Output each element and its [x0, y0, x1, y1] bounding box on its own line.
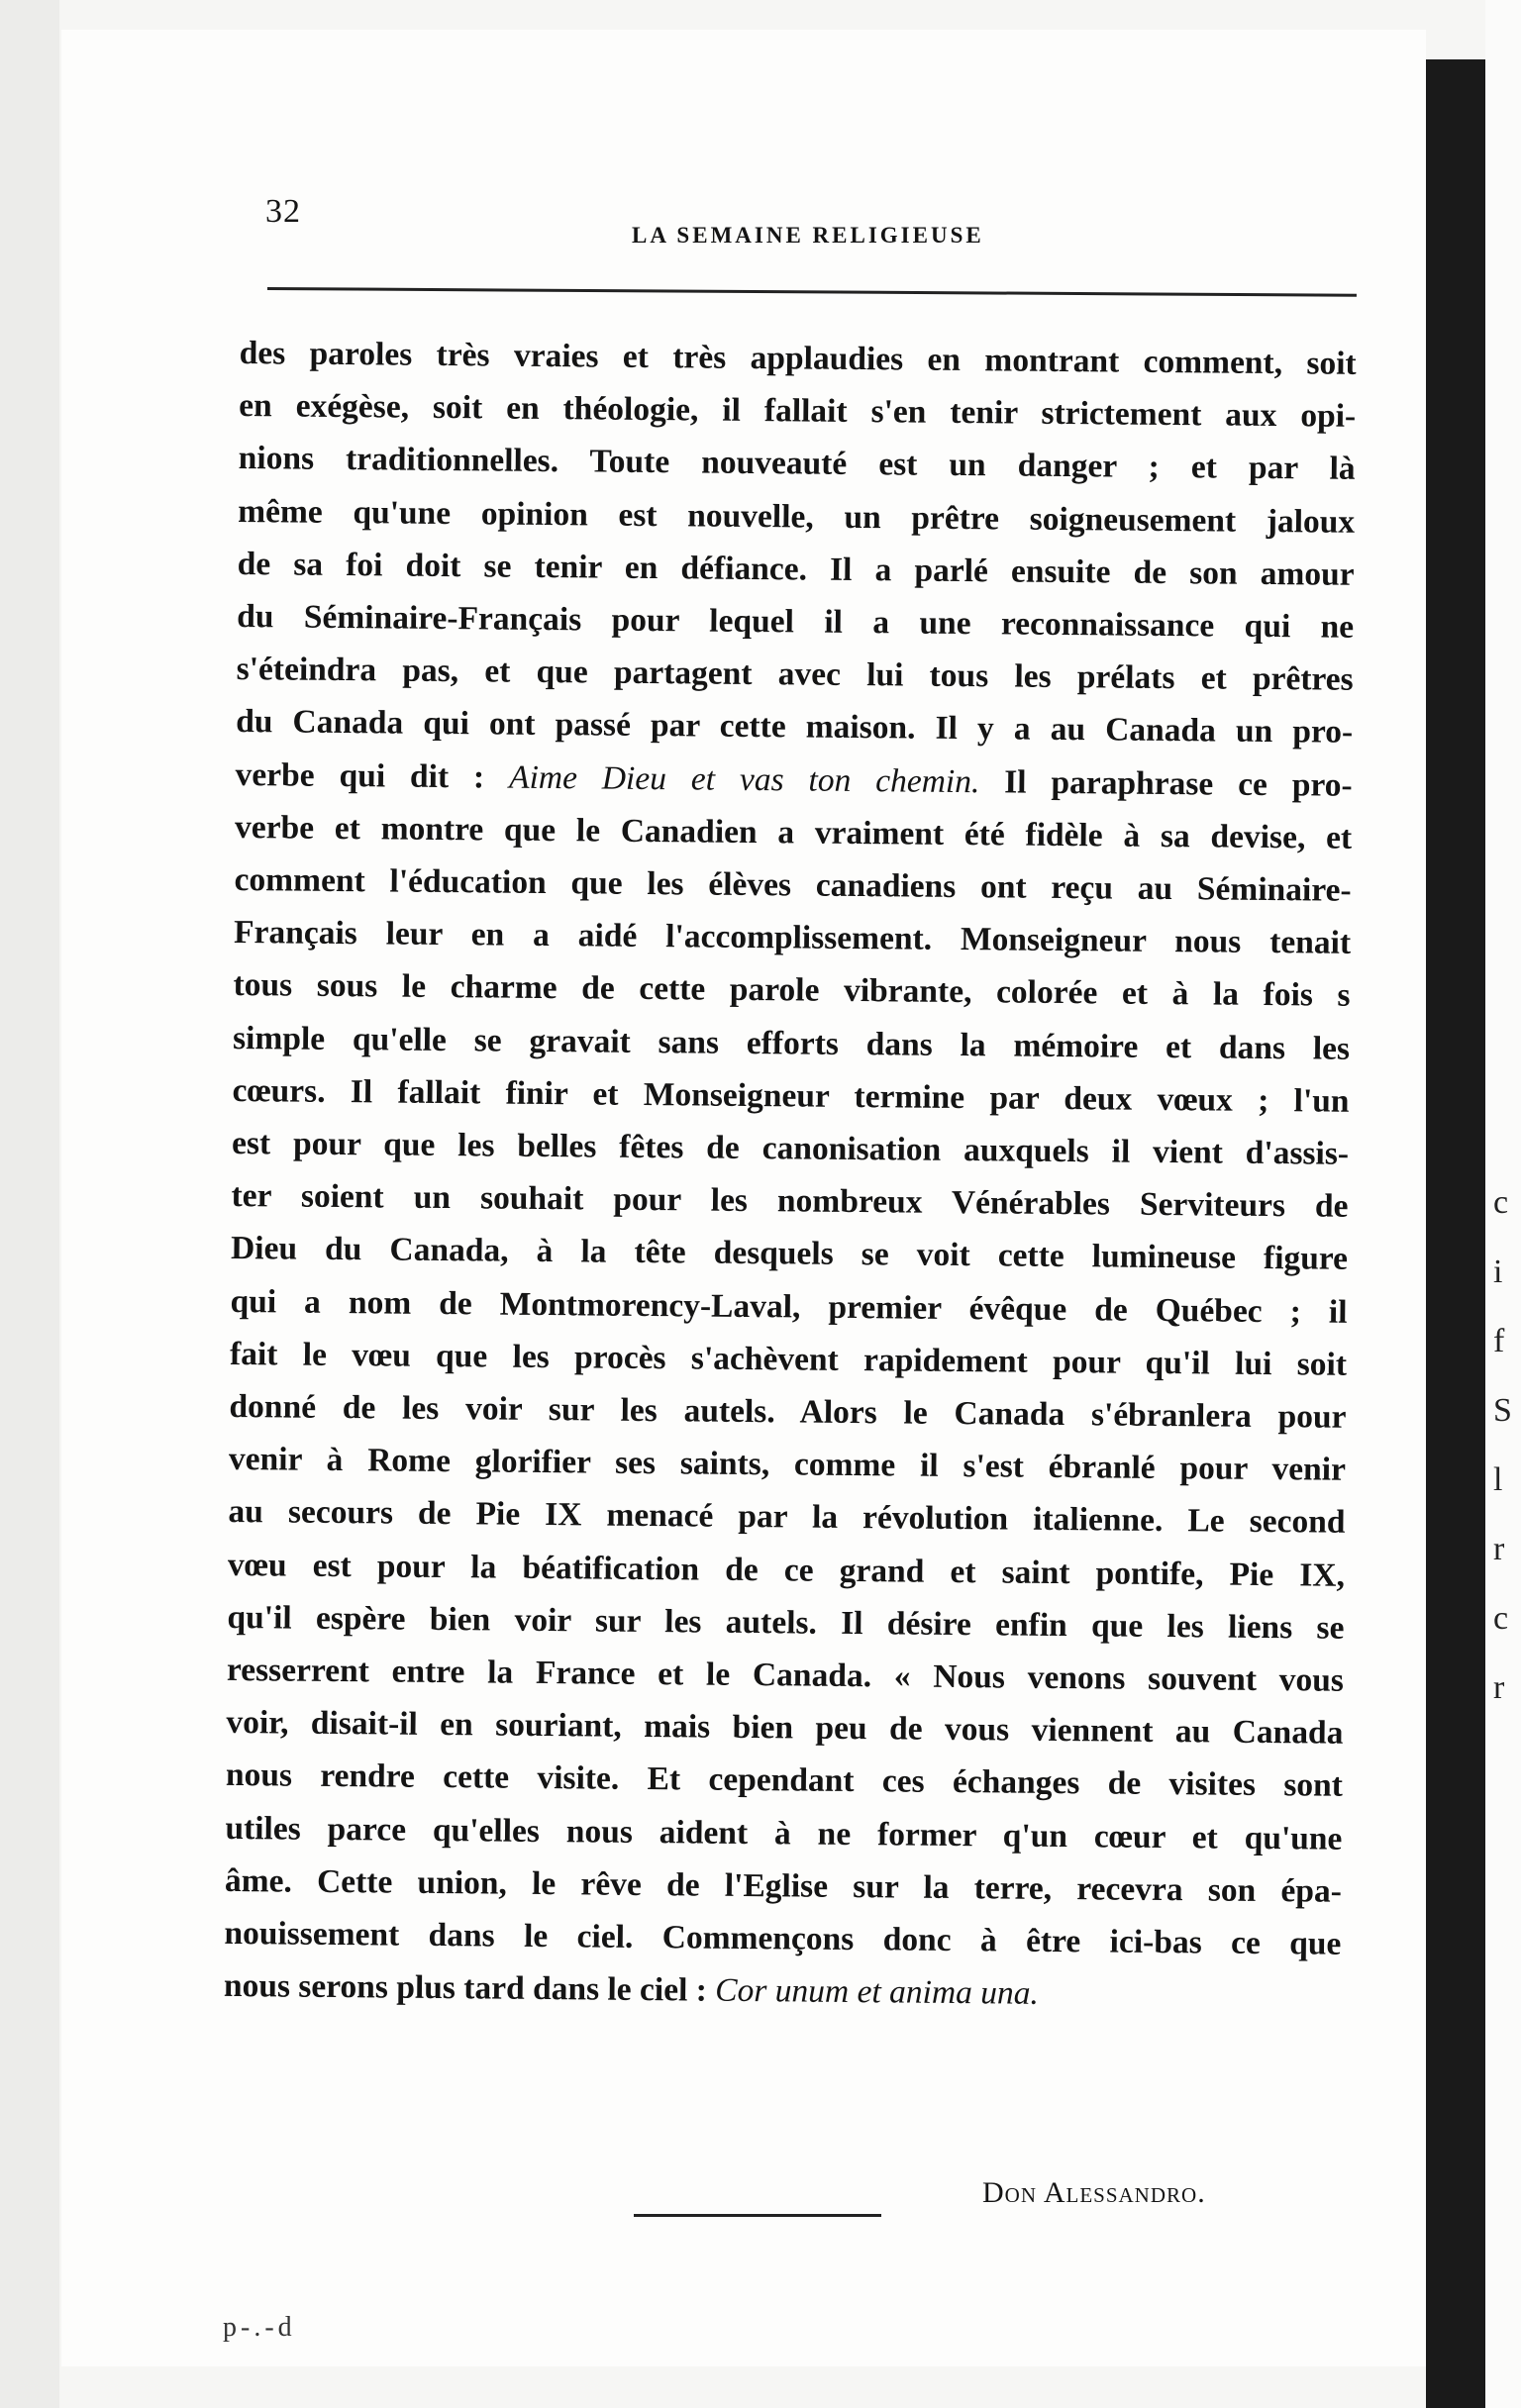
text-line: nous rendre cette visite. Et cependant ces échanges de visites sont: [225, 1756, 1344, 1805]
motto-italic: Cor unum et anima una.: [715, 1971, 1040, 2013]
text-line: venir à Rome glorifier ses saints, comme il s'est ébranlé pour venir: [228, 1441, 1347, 1489]
text-line: qu'il espère bien voir sur les autels. Il désire enfin que les liens se: [227, 1598, 1345, 1647]
text-line: simple qu'elle se gravait sans efforts dans la mémoire et dans les: [232, 1019, 1351, 1067]
running-title: LA SEMAINE RELIGIEUSE: [632, 223, 984, 248]
text-line: nouissement dans le ciel. Commençons donc à être ici-bas ce que: [224, 1915, 1342, 1962]
body-paragraph: [224, 327, 1357, 2023]
text-line: des paroles très vraies et très applaudies en montrant comment, soit: [239, 334, 1357, 382]
text-line: verbe et montre que le Canadien a vraiment été fidèle à sa devise, et: [234, 808, 1353, 856]
text-line: qui a nom de Montmorency-Laval, premier évêque de Québec ; il: [230, 1282, 1348, 1331]
edge-glyph: l: [1493, 1461, 1503, 1498]
text-line: comment l'éducation que les élèves canadiens ont reçu au Séminaire-: [234, 861, 1352, 909]
text-line: donné de les voir sur les autels. Alors le Canada s'ébranlera pour: [229, 1388, 1347, 1436]
edge-glyph: c: [1493, 1184, 1509, 1221]
text-line: resserrent entre la France et le Canada. « Nous venons souvent vous: [226, 1652, 1345, 1699]
bottom-margin-mark: p-.-d: [223, 2312, 296, 2343]
text-line: en exégèse, soit en théologie, il fallait s'en tenir strictement aux opi-: [239, 387, 1357, 436]
text-line: Dieu du Canada, à la tête desquels se voit cette lumineuse figure: [230, 1230, 1349, 1278]
edge-glyph: r: [1493, 1669, 1505, 1706]
proverb-italic: Aime Dieu et vas ton chemin.: [508, 758, 980, 800]
text-line: du Séminaire-Français pour lequel il a une reconnaissance qui ne: [237, 598, 1355, 646]
scan-right-shadow: [1426, 59, 1485, 2408]
text-line: âme. Cette union, le rêve de l'Eglise sur la terre, recevra son épa-: [224, 1861, 1343, 1910]
text-line: du Canada qui ont passé par cette maison. Il y a au Canada un pro-: [235, 703, 1354, 752]
line-segment: Il paraphrase ce pro-: [979, 762, 1353, 804]
edge-glyph: i: [1493, 1254, 1503, 1290]
edge-glyph: c: [1493, 1600, 1509, 1637]
text-line: nions traditionnelles. Toute nouveauté est un danger ; et par là: [238, 440, 1356, 488]
scan-left-border: [0, 0, 59, 2408]
line-segment: nous serons plus tard dans le ciel :: [223, 1967, 716, 2009]
text-line: Français leur en a aidé l'accomplissement. Monseigneur nous tenait: [233, 914, 1352, 962]
text-line: utiles parce qu'elles nous aident à ne former q'un cœur et qu'une: [225, 1809, 1343, 1857]
text-line: de sa foi doit se tenir en défiance. Il a parlé ensuite de son amour: [237, 545, 1355, 593]
text-line: vœu est pour la béatification de ce grand et saint pontife, Pie IX,: [227, 1546, 1346, 1594]
line-segment: verbe qui dit :: [235, 755, 510, 796]
text-line: même qu'une opinion est nouvelle, un prêtre soigneusement jaloux: [238, 492, 1356, 541]
text-line-with-motto: [224, 1959, 1341, 2023]
closing-rule: [634, 2214, 881, 2217]
page-header: [265, 193, 1365, 252]
text-line: tous sous le charme de cette parole vibrante, colorée et à la fois s: [233, 966, 1351, 1015]
text-line: s'éteindra pas, et que partagent avec lui tous les prélats et prêtres: [236, 651, 1354, 699]
edge-glyph: S: [1493, 1392, 1512, 1429]
author-signature: Don Alessandro.: [982, 2176, 1206, 2209]
adjacent-page-glyphs: [1493, 1168, 1517, 1723]
edge-glyph: f: [1493, 1323, 1505, 1359]
text-line: cœurs. Il fallait finir et Monseigneur termine par deux vœux ; l'un: [232, 1071, 1350, 1120]
edge-glyph: r: [1493, 1531, 1505, 1567]
text-line: au secours de Pie IX menacé par la révolution italienne. Le second: [228, 1493, 1346, 1542]
text-line: voir, disait-il en souriant, mais bien peu de vous viennent au Canada: [226, 1704, 1344, 1753]
page-number: 32: [265, 193, 301, 230]
text-line: est pour que les belles fêtes de canonisation auxquels il vient d'assis-: [231, 1125, 1350, 1172]
text-line: fait le vœu que les procès s'achèvent rapidement pour qu'il lui soit: [229, 1335, 1348, 1383]
text-line: ter soient un souhait pour les nombreux Vénérables Serviteurs de: [231, 1177, 1349, 1226]
